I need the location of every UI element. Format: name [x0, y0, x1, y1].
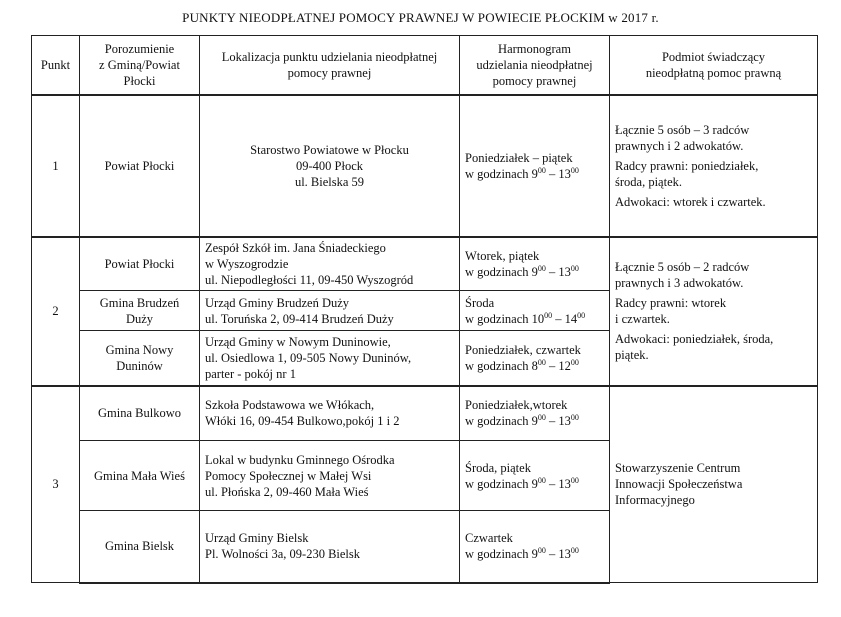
hour-to: 13	[558, 167, 571, 181]
porozumienie-cell	[80, 237, 200, 291]
minute-to: 00	[570, 413, 579, 423]
lokalizacja-line: ul. Osiedlowa 1, 09-505 Nowy Duninów,	[205, 350, 412, 365]
porozumienie-line: Duży	[125, 311, 154, 326]
harmonogram-hours	[465, 166, 604, 182]
hours-prefix: w godzinach	[465, 311, 532, 326]
podmiot-line: Łącznie 5 osób – 3 radców	[615, 123, 750, 137]
harmonogram-days: Środa	[465, 295, 495, 310]
hours-separator: –	[545, 265, 559, 279]
harmonogram-hours	[465, 413, 604, 429]
minute-to: 00	[577, 310, 586, 320]
porozumienie-line: Duninów	[116, 358, 163, 373]
minute-from: 00	[544, 310, 553, 320]
harmonogram-cell	[460, 291, 610, 331]
porozumienie-line: Powiat Płocki	[104, 159, 175, 173]
podmiot-line: Informacyjnego	[615, 493, 695, 508]
hour-from: 10	[531, 311, 545, 326]
point-group	[32, 95, 818, 237]
hour-to: 13	[558, 547, 571, 562]
table-row	[32, 237, 818, 291]
lokalizacja-line: 09-400 Płock	[295, 159, 363, 173]
podmiot-line: i czwartek.	[615, 312, 670, 327]
podmiot-line: prawnych i 2 adwokatów.	[615, 139, 744, 153]
minute-from: 00	[537, 475, 546, 485]
porozumienie-line: Gmina Bielsk	[104, 539, 175, 554]
porozumienie-cell	[80, 511, 200, 583]
header-podmiot-line: nieodpłatną pomoc prawną	[645, 66, 782, 80]
lokalizacja-line: ul. Płońska 2, 09-460 Mała Wieś	[205, 484, 369, 499]
harmonogram-hours	[465, 264, 604, 280]
podmiot-cell	[610, 95, 818, 237]
harmonogram-hours	[465, 546, 604, 562]
hour-from: 9	[531, 265, 538, 279]
podmiot-line: prawnych i 3 adwokatów.	[615, 276, 744, 291]
harmonogram-days: Poniedziałek – piątek	[465, 151, 573, 165]
point-group	[32, 237, 818, 386]
lokalizacja-cell	[200, 291, 460, 331]
lokalizacja-line: ul. Bielska 59	[294, 175, 365, 189]
lokalizacja-line: ul. Niepodległości 11, 09-450 Wyszogród	[205, 273, 414, 287]
lokalizacja-line: Urząd Gminy w Nowym Duninowie,	[205, 334, 391, 349]
lokalizacja-line: Zespół Szkół im. Jana Śniadeckiego	[205, 241, 386, 255]
harmonogram-cell	[460, 237, 610, 291]
porozumienie-line: Powiat Płocki	[104, 257, 175, 271]
podmiot-paragraph	[615, 122, 812, 154]
header-harmonogram	[460, 36, 610, 96]
hours-separator: –	[552, 311, 565, 326]
porozumienie-line: Gmina Mała Wieś	[94, 468, 185, 483]
hour-to: 13	[558, 414, 571, 429]
hour-to: 12	[558, 358, 571, 373]
header-podmiot-line: Podmiot świadczący	[661, 50, 766, 64]
header-harmonogram-line: udzielania nieodpłatnej	[476, 58, 593, 72]
header-porozumienie	[80, 36, 200, 96]
header-row	[32, 36, 818, 96]
porozumienie-cell	[80, 95, 200, 237]
header-porozumienie-line: z Gminą/Powiat	[99, 58, 180, 72]
lokalizacja-line: Włóki 16, 09-454 Bulkowo,pokój 1 i 2	[205, 414, 400, 429]
harmonogram-cell	[460, 441, 610, 511]
podmiot-paragraph	[615, 295, 812, 327]
podmiot-paragraph	[615, 460, 812, 508]
harmonogram-cell	[460, 95, 610, 237]
hour-from: 8	[531, 358, 538, 373]
lokalizacja-cell	[200, 331, 460, 386]
hour-from: 9	[531, 547, 538, 562]
podmiot-paragraph	[615, 158, 812, 190]
podmiot-line: Łącznie 5 osób – 2 radców	[615, 260, 750, 275]
punkt-number: 1	[32, 95, 80, 237]
lokalizacja-cell	[200, 95, 460, 237]
hour-to: 13	[558, 265, 571, 279]
lokalizacja-line: Pomocy Społecznej w Małej Wsi	[205, 468, 372, 483]
hours-prefix: w godzinach	[465, 476, 532, 491]
hours-prefix: w godzinach	[465, 167, 532, 181]
hours-separator: –	[545, 167, 559, 181]
lokalizacja-cell	[200, 237, 460, 291]
podmiot-cell	[610, 237, 818, 386]
podmiot-paragraph	[615, 331, 812, 363]
hours-separator: –	[545, 476, 559, 491]
harmonogram-cell	[460, 386, 610, 441]
podmiot-cell	[610, 386, 818, 583]
header-lokalizacja-line: pomocy prawnej	[287, 66, 372, 80]
hours-separator: –	[545, 547, 559, 562]
minute-to: 00	[570, 546, 579, 556]
harmonogram-cell	[460, 331, 610, 386]
hour-from: 9	[531, 476, 538, 491]
harmonogram-hours	[465, 476, 604, 492]
legal-aid-points-table	[31, 35, 818, 584]
porozumienie-cell	[80, 386, 200, 441]
harmonogram-hours	[465, 311, 604, 327]
hour-from: 9	[531, 167, 538, 181]
porozumienie-line: Gmina Bulkowo	[98, 406, 181, 421]
header-harmonogram-line: Harmonogram	[498, 42, 571, 56]
hours-prefix: w godzinach	[465, 265, 532, 279]
minute-from: 00	[537, 166, 546, 175]
header-porozumienie-line: Porozumienie	[104, 42, 175, 56]
document-title: PUNKTY NIEODPŁATNEJ POMOCY PRAWNEJ W POWIECIE PŁOCKIM w 2017 r.	[182, 10, 659, 25]
header-harmonogram-line: pomocy prawnej	[492, 74, 577, 88]
lokalizacja-line: Szkoła Podstawowa we Włókach,	[205, 398, 375, 413]
minute-from: 00	[537, 413, 546, 423]
minute-to: 00	[570, 475, 579, 485]
harmonogram-days: Środa, piątek	[465, 460, 531, 475]
hours-prefix: w godzinach	[465, 547, 532, 562]
minute-to: 00	[570, 357, 579, 367]
lokalizacja-line: Urząd Gminy Bielsk	[205, 531, 309, 546]
hours-prefix: w godzinach	[465, 414, 532, 429]
table-row	[32, 95, 818, 237]
hour-to: 13	[558, 476, 571, 491]
lokalizacja-line: Starostwo Powiatowe w Płocku	[250, 143, 409, 157]
porozumienie-line: Gmina Brudzeń	[99, 295, 180, 310]
hours-prefix: w godzinach	[465, 358, 532, 373]
hours-separator: –	[545, 414, 559, 429]
lokalizacja-line: ul. Toruńska 2, 09-414 Brudzeń Duży	[205, 311, 394, 326]
podmiot-paragraph	[615, 259, 812, 291]
table-row	[32, 386, 818, 441]
header-lokalizacja	[200, 36, 460, 96]
podmiot-line: Adwokaci: wtorek i czwartek.	[615, 195, 766, 209]
podmiot-line: środa, piątek.	[615, 175, 682, 189]
header-porozumienie-line: Płocki	[123, 74, 156, 88]
lokalizacja-cell	[200, 441, 460, 511]
minute-to: 00	[570, 166, 579, 175]
harmonogram-days: Czwartek	[465, 531, 513, 546]
podmiot-line: Innowacji Społeczeństwa	[615, 477, 743, 492]
harmonogram-days: Wtorek, piątek	[465, 249, 540, 263]
podmiot-line: Adwokaci: poniedziałek, środa,	[615, 332, 774, 347]
podmiot-paragraph	[615, 194, 812, 210]
podmiot-line: Radcy prawni: poniedziałek,	[615, 159, 759, 173]
header-lokalizacja-line: Lokalizacja punktu udzielania nieodpłatnej	[221, 50, 438, 64]
hour-to: 14	[564, 311, 578, 326]
porozumienie-cell	[80, 291, 200, 331]
lokalizacja-cell	[200, 511, 460, 583]
header-podmiot	[610, 36, 818, 96]
lokalizacja-line: Urząd Gminy Brudzeń Duży	[205, 295, 350, 310]
harmonogram-hours	[465, 358, 604, 374]
lokalizacja-line: Lokal w budynku Gminnego Ośrodka	[205, 452, 395, 467]
harmonogram-days: Poniedziałek,wtorek	[465, 398, 568, 413]
lokalizacja-cell	[200, 386, 460, 441]
lokalizacja-line: parter - pokój nr 1	[205, 366, 296, 381]
porozumienie-line: Gmina Nowy	[105, 342, 174, 357]
minute-from: 00	[537, 264, 546, 273]
punkt-number: 2	[32, 237, 80, 386]
harmonogram-cell	[460, 511, 610, 583]
point-group	[32, 386, 818, 583]
header-punkt: Punkt	[32, 36, 80, 96]
harmonogram-days: Poniedziałek, czwartek	[465, 342, 581, 357]
minute-from: 00	[537, 357, 546, 367]
lokalizacja-line: w Wyszogrodzie	[205, 257, 289, 271]
lokalizacja-line: Pl. Wolności 3a, 09-230 Bielsk	[205, 547, 361, 562]
minute-from: 00	[537, 546, 546, 556]
porozumienie-cell	[80, 441, 200, 511]
podmiot-line: piątek.	[615, 348, 649, 363]
hour-from: 9	[531, 414, 538, 429]
punkt-number: 3	[32, 386, 80, 583]
minute-to: 00	[570, 264, 579, 273]
podmiot-line: Radcy prawni: wtorek	[615, 296, 727, 311]
porozumienie-cell	[80, 331, 200, 386]
podmiot-line: Stowarzyszenie Centrum	[615, 461, 741, 476]
hours-separator: –	[545, 358, 559, 373]
